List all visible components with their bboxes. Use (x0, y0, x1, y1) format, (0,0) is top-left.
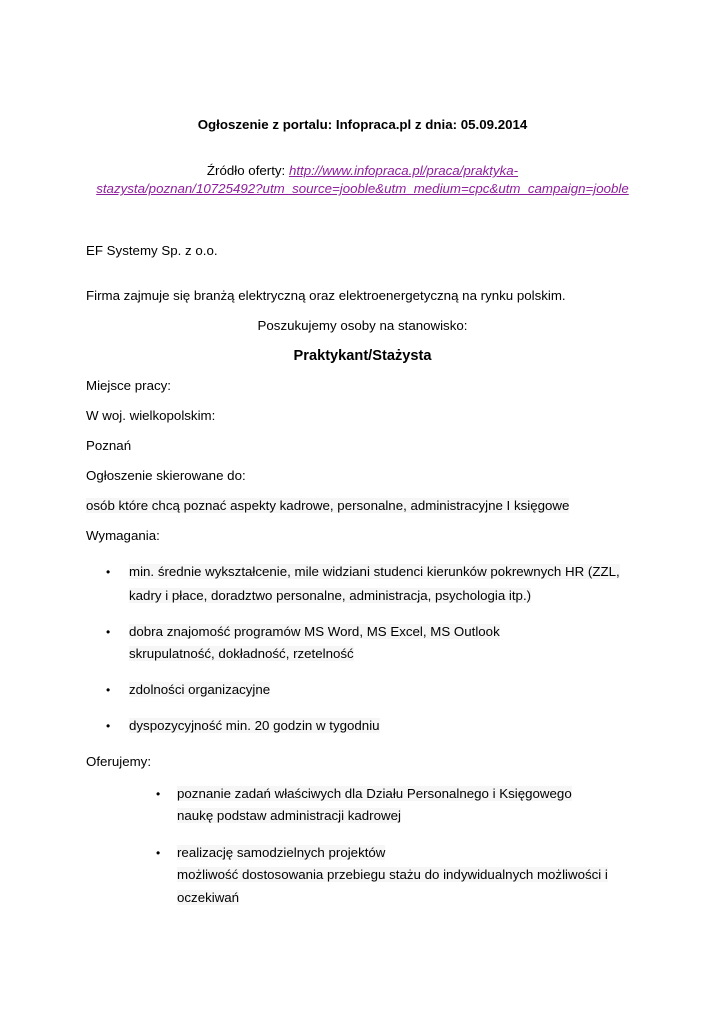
seeking-text: Poszukujemy osoby na stanowisko: (257, 318, 468, 333)
bullet-icon: • (106, 565, 111, 579)
offer-item-2-line-1 (177, 845, 385, 861)
company-description: Firma zajmuje się branżą elektryczną oraz elektroenergetyczną na rynku polskim. (86, 288, 566, 303)
source-link-continued[interactable]: stazysta/poznan/10725492?utm_source=jooble&utm_medium=cpc&utm_campaign=jooble (96, 181, 629, 196)
workplace-label: Miejsce pracy: (86, 378, 171, 393)
offer-item-2-line-3 (177, 890, 239, 906)
bullet-icon: • (156, 846, 161, 860)
source-label: Źródło oferty: (206, 163, 289, 178)
requirement-item-2-line-2 (129, 646, 354, 662)
offer-label: Oferujemy: (86, 754, 152, 769)
offer-text: możliwość dostosowania przebiegu stażu do indywidualnych możliwości i (177, 867, 608, 882)
audience-text (86, 498, 569, 514)
offer-item-1-line-1 (177, 786, 572, 802)
source-link[interactable]: http://www.infopraca.pl/praca/praktyka- (288, 163, 519, 178)
requirement-item-1-line-1 (129, 564, 620, 580)
source-line-continued (0, 181, 725, 197)
offer-text: oczekiwań (177, 890, 240, 905)
offer-text: realizację samodzielnych projektów (177, 845, 386, 860)
offer-item-1-line-2 (177, 808, 401, 824)
requirement-text: min. średnie wykształcenie, mile widziani studenci kierunków pokrewnych HR (ZZL, (129, 564, 620, 579)
requirement-item-2-line-1 (129, 624, 500, 640)
requirement-item-3 (129, 682, 270, 698)
requirement-text: skrupulatność, dokładność, rzetelność (129, 646, 354, 661)
city-text: Poznań (86, 438, 132, 453)
offer-text: poznanie zadań właściwych dla Działu Personalnego i Księgowego (177, 786, 572, 801)
bullet-icon: • (156, 787, 161, 801)
region-text: W woj. wielkopolskim: (86, 408, 216, 423)
bullet-icon: • (106, 625, 111, 639)
audience-value: osób które chcą poznać aspekty kadrowe, personalne, administracyjne I księgowe (86, 498, 570, 513)
position-title: Praktykant/Stażysta (293, 348, 432, 364)
audience-label: Ogłoszenie skierowane do: (86, 468, 246, 483)
announcement-header: Ogłoszenie z portalu: Infopraca.pl z dnia: 05.09.2014 (197, 117, 528, 132)
requirement-text: kadry i płace, doradztwo personalne, administracja, psychologia itp.) (129, 588, 532, 603)
bullet-icon: • (106, 719, 111, 733)
requirement-text: dobra znajomość programów MS Word, MS Excel, MS Outlook (129, 624, 500, 639)
requirement-text: zdolności organizacyjne (129, 682, 271, 697)
source-line (0, 163, 725, 179)
company-name: EF Systemy Sp. z o.o. (86, 243, 218, 258)
bullet-icon: • (106, 683, 111, 697)
requirement-item-4 (129, 718, 380, 734)
offer-text: naukę podstaw administracji kadrowej (177, 808, 401, 823)
requirement-item-1-line-2 (129, 588, 531, 604)
offer-item-2-line-2 (177, 867, 608, 883)
requirement-text: dyspozycyjność min. 20 godzin w tygodniu (129, 718, 380, 733)
requirements-label: Wymagania: (86, 528, 160, 543)
